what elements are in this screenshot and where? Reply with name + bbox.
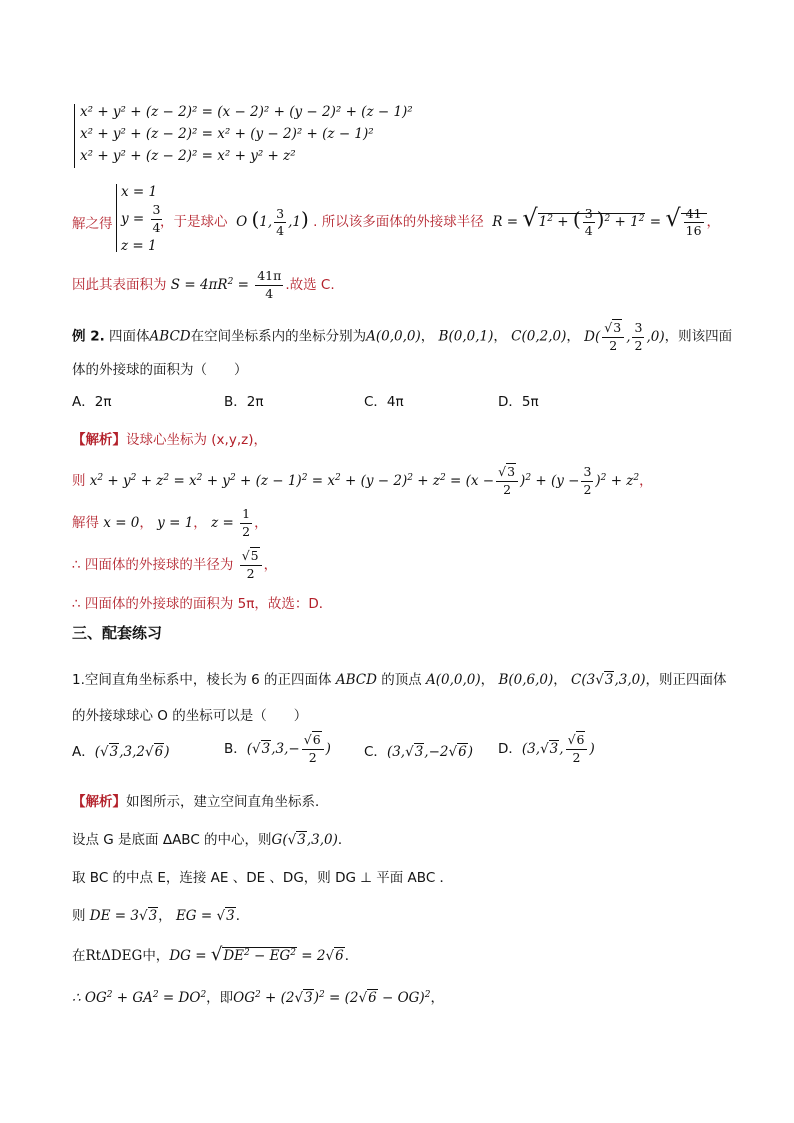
example2-line2: 体的外接球的面积为（ ）	[72, 362, 248, 378]
analysis3-text1: 如图所示，建立空间直角坐标系．	[126, 794, 329, 810]
exercise1-line2: 的外接球球心 O 的坐标可以是（ ）	[72, 708, 308, 724]
point-a: A(0,0,0)	[366, 328, 421, 345]
point-d: D( $\frac{√3}{2}$ , $\frac{3}{2}$ ,0)	[584, 320, 665, 353]
surface-conclusion: .故选 C.	[285, 277, 335, 293]
point-c: C(0,2,0)	[511, 328, 567, 345]
radius-expr: $R = √1^2$ + ( $\frac{3}{4}$ )$^2 + 1^2$ = √ $\frac{41}{16}$	[488, 214, 707, 230]
exercise-option-a: A．(√3,3,2√6)	[72, 744, 170, 760]
analysis2-text4: ∴ 四面体的外接球的半径为	[72, 557, 234, 573]
center-text: ，于是球心	[160, 214, 228, 230]
solution-y-lhs: y =	[121, 211, 145, 227]
surface-line: 因此其表面积为 $S = 4\pi R^2$ = $\frac{41\pi}{4}$ .故选 C.	[72, 268, 335, 301]
exercise-option-c: C．(3,√3,−2√6)	[364, 744, 473, 760]
solution-y	[121, 204, 164, 234]
example2-label: 例 2.	[72, 328, 105, 345]
solution-x: x = 1	[121, 184, 158, 200]
analysis3-line5: 在RtΔDEG中，DG = $√DE^2 - EG^2 = 2√6$．	[72, 944, 359, 965]
exercise-option-b: B．(√3,3,− $\frac{√6}{2}$ )	[224, 732, 331, 765]
exercise-option-d-label: D．	[498, 741, 522, 757]
exercise1-text2: 的顶点	[381, 672, 422, 688]
solution-prefix: 解之得	[72, 216, 113, 232]
option-c: C．4π	[364, 394, 404, 410]
surface-frac: $\frac{41\pi}{4}$	[257, 268, 282, 301]
section-title: 三、配套练习	[72, 624, 163, 642]
analysis3-line2: 设点 G 是底面 ΔABC 的中心，则G(√3,3,0)．	[72, 832, 352, 848]
analysis2-line5: ∴ 四面体的外接球的面积为 5π，故选：D．	[72, 596, 333, 612]
point-b: B(0,0,1)	[438, 328, 494, 345]
exercise1-text1: 1.空间直角坐标系中，棱长为 6 的正四面体	[72, 672, 332, 688]
analysis2-line3: 解得 x = 0， y = 1， z = $\frac{1}{2}$ ，	[72, 506, 268, 539]
analysis3-line3: 取 BC 的中点 E，连接 AE 、DE 、DG，则 DG ⊥ 平面 ABC ．	[72, 870, 454, 886]
example2-text2: 在空间坐标系内的坐标分别为	[190, 328, 367, 345]
exercise-option-c-label: C．	[364, 744, 387, 760]
solution-z: z = 1	[121, 238, 157, 254]
analysis2-prefix: 解得	[72, 515, 99, 531]
exercise-option-d: D．(3,√3, $\frac{√6}{2}$ )	[498, 732, 595, 765]
example2-text1: 四面体	[109, 328, 150, 345]
system-brace	[74, 104, 75, 168]
surface-text: 因此其表面积为	[72, 277, 167, 293]
solution-rest: ，于是球心 O (1, $\frac{3}{4}$ ,1) . 所以该多面体的外接球半径 $R = √1^2$ + ( $\frac{3}{4}$ )$^2 + 1^2$ = √ $\frac{41}{16}$ ，	[160, 204, 721, 238]
analysis2-line1	[72, 428, 267, 448]
system-eq-1: x² + y² + (z − 2)² = (x − 2)² + (y − 2)² + (z − 1)²	[80, 104, 413, 120]
analysis3-text5b: RtΔDEG	[85, 948, 143, 964]
analysis3-line4: 则 DE = 3√3， EG = √3．	[72, 908, 250, 924]
analysis3-text5c: 中，	[142, 948, 170, 964]
analysis2-line4: ∴ 四面体的外接球的半径为 $\frac{√5}{2}$ ，	[72, 548, 278, 581]
analysis3-text2: 设点 G 是底面 ΔABC 的中心，则	[72, 832, 272, 848]
analysis2-line2: 则 $x^2 + y^2 + z^2 = x^2 + y^2 + (z - 1)^2 = x^2 + (y - 2)^2 + z^2 = (x$ − $\frac{√3}{2}$ )$^2$ + (y − $\frac{3}{2}$ )$^2 + z^2$，	[72, 464, 653, 497]
analysis2-text1: 设球心坐标为 (x,y,z)，	[126, 432, 267, 448]
center-point: O (1, $\frac{3}{4}$ ,1)	[231, 205, 309, 238]
analysis3-text5a: 在	[72, 948, 86, 964]
solution-brace	[116, 184, 117, 252]
example2-tetra: ABCD	[149, 328, 191, 345]
center-y-frac: $\frac{3}{4}$	[276, 205, 285, 238]
exercise1-text3: ，则正四面体	[645, 672, 727, 688]
analysis3-line6: ∴ $OG^2 + GA^2 = DO^2$，即$OG^2 + (2√3)^2 = (2√6 - OG)^2$，	[72, 990, 444, 1006]
analysis-tag: 【解析】	[72, 432, 126, 448]
example2-text3: ，则该四面	[664, 328, 733, 345]
analysis3-line1	[72, 790, 329, 810]
solution-y-frac: $\frac{3}{4}$	[152, 202, 161, 235]
system-eq-3: x² + y² + (z − 2)² = x² + y² + z²	[80, 148, 296, 164]
option-d: D．5π	[498, 394, 539, 410]
option-a: A．2π	[72, 394, 112, 410]
analysis3-tag: 【解析】	[72, 794, 126, 810]
radius-text: 所以该多面体的外接球半径	[321, 214, 484, 230]
radius-frac: $\frac{41}{16}$	[685, 205, 702, 238]
exercise1-line1: 1.空间直角坐标系中，棱长为 6 的正四面体 ABCD 的顶点 A(0,0,0)， B(0,6,0)， C(3√3,3,0)，则正四面体	[72, 672, 727, 688]
example2-line1: 例 2. 四面体ABCD在空间坐标系内的坐标分别为A(0,0,0)， B(0,0,1)， C(0,2,0)， D( $\frac{√3}{2}$ , $\frac{3}{2}$ ,0)，则该四面	[72, 320, 733, 353]
exercise-option-a-label: A．	[72, 744, 95, 760]
system-eq-2: x² + y² + (z − 2)² = x² + (y − 2)² + (z − 1)²	[80, 126, 374, 142]
exercise-option-b-label: B．	[224, 741, 247, 757]
option-b: B．2π	[224, 394, 264, 410]
